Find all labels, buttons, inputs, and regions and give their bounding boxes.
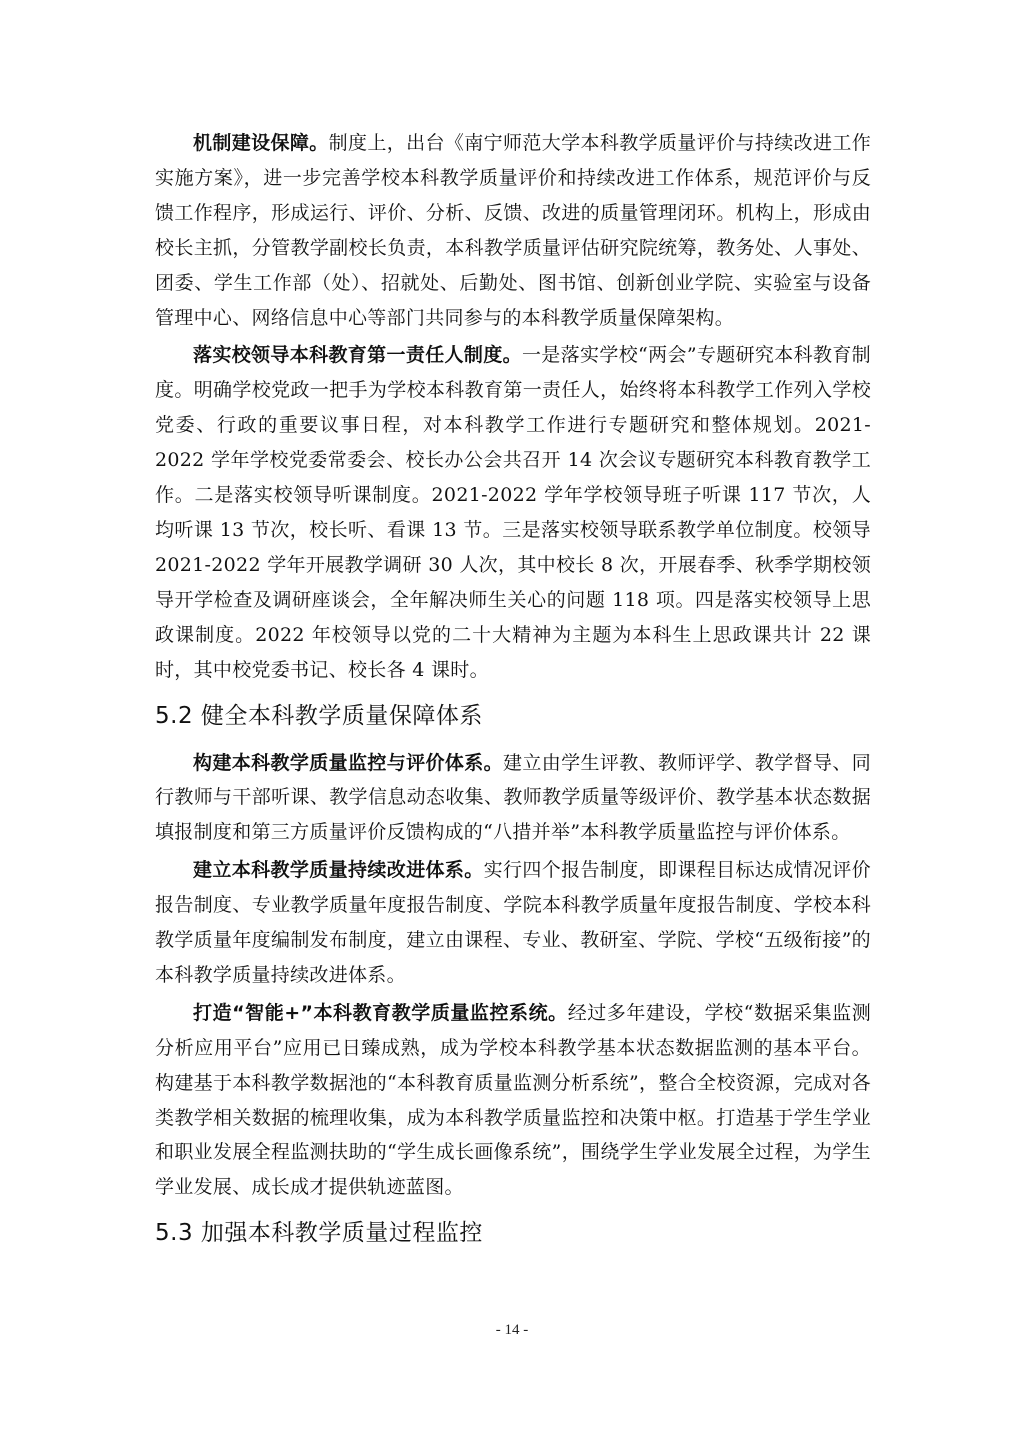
paragraph-leadership <box>155 338 871 687</box>
paragraph-monitoring-system <box>155 746 871 851</box>
paragraph-text: 制度上，出台《南宁师范大学本科教学质量评价与持续改进工作实施方案》，进一步完善学校本科教学质量评价和持续改进工作体系，规范评价与反馈工作程序，形成运行、评价、分析、反馈、改进的质量管理闭环。机构上，形成由校长主抓，分管教学副校长负责，本科教学质量评估研究院统筹，教务处、人事处、团委、学生工作部（处）、招就处、后勤处、图书馆、创新创业学院、实验室与设备管理中心、网络信息中心等部门共同参与的本科教学质量保障架构。 <box>155 132 871 329</box>
paragraph-lead: 构建本科教学质量监控与评价体系。 <box>193 751 503 774</box>
paragraph-text: 实行四个报告制度，即课程目标达成情况评价报告制度、专业教学质量年度报告制度、学院本科教学质量年度报告制度、学校本科教学质量年度编制发布制度，建立由课程、专业、教研室、学院、学校“五级衔接”的本科教学质量持续改进体系。 <box>155 859 871 986</box>
paragraph-text: 一是落实学校“两会”专题研究本科教育制度。明确学校党政一把手为学校本科教育第一责任人，始终将本科教学工作列入学校党委、行政的重要议事日程，对本科教学工作进行专题研究和整体规划。2021-2022 学年学校党委常委会、校长办公会共召开 14 次会议专题研究本科教育教学工作。二是落实校领导听课制度。2021-2022 学年学校领导班子听课 117 节次，人均听课 13 节次，校长听、看课 13 节。三是落实校领导联系教学单位制度。校领导 2021-2022 学年开展教学调研 30 人次，其中校长 8 次，开展春季、秋季学期校领导开学检查及调研座谈会，全年解决师生关心的问题 118 项。四是落实校领导上思政课制度。2022 年校领导以党的二十大精神为主题为本科生上思政课共计 22 课时，其中校党委书记、校长各 4 课时。 <box>155 344 871 681</box>
paragraph-text: 经过多年建设，学校“数据采集监测分析应用平台”应用已日臻成熟，成为学校本科教学基本状态数据监测的基本平台。构建基于本科教学数据池的“本科教育质量监测分析系统”，整合全校资源，完成对各类教学相关数据的梳理收集，成为本科教学质量监控和决策中枢。打造基于学生学业和职业发展全程监测扶助的“学生成长画像系统”，围绕学生学业发展全过程，为学生学业发展、成长成才提供轨迹蓝图。 <box>155 1001 872 1199</box>
paragraph-lead: 建立本科教学质量持续改进体系。 <box>193 859 484 882</box>
section-heading-5-2: 5.2 健全本科教学质量保障体系 <box>155 702 483 729</box>
page-number: - 14 - <box>495 1322 529 1338</box>
paragraph-lead: 机制建设保障。 <box>193 132 329 154</box>
paragraph-text: 建立由学生评教、教师评学、教学督导、同行教师与干部听课、教学信息动态收集、教师教学质量等级评价、教学基本状态数据填报制度和第三方质量评价反馈构成的“八措并举”本科教学质量监控与评价体系。 <box>155 751 872 844</box>
paragraph-lead: 打造“智能+”本科教育教学质量监控系统。 <box>193 1001 568 1024</box>
page-content <box>155 126 871 1263</box>
paragraph-lead: 落实校领导本科教育第一责任人制度。 <box>193 344 522 367</box>
paragraph-mechanism <box>155 126 871 335</box>
paragraph-smart-system <box>155 996 871 1205</box>
section-heading-5-3: 5.3 加强本科教学质量过程监控 <box>155 1220 483 1247</box>
paragraph-improvement-system <box>155 853 871 993</box>
